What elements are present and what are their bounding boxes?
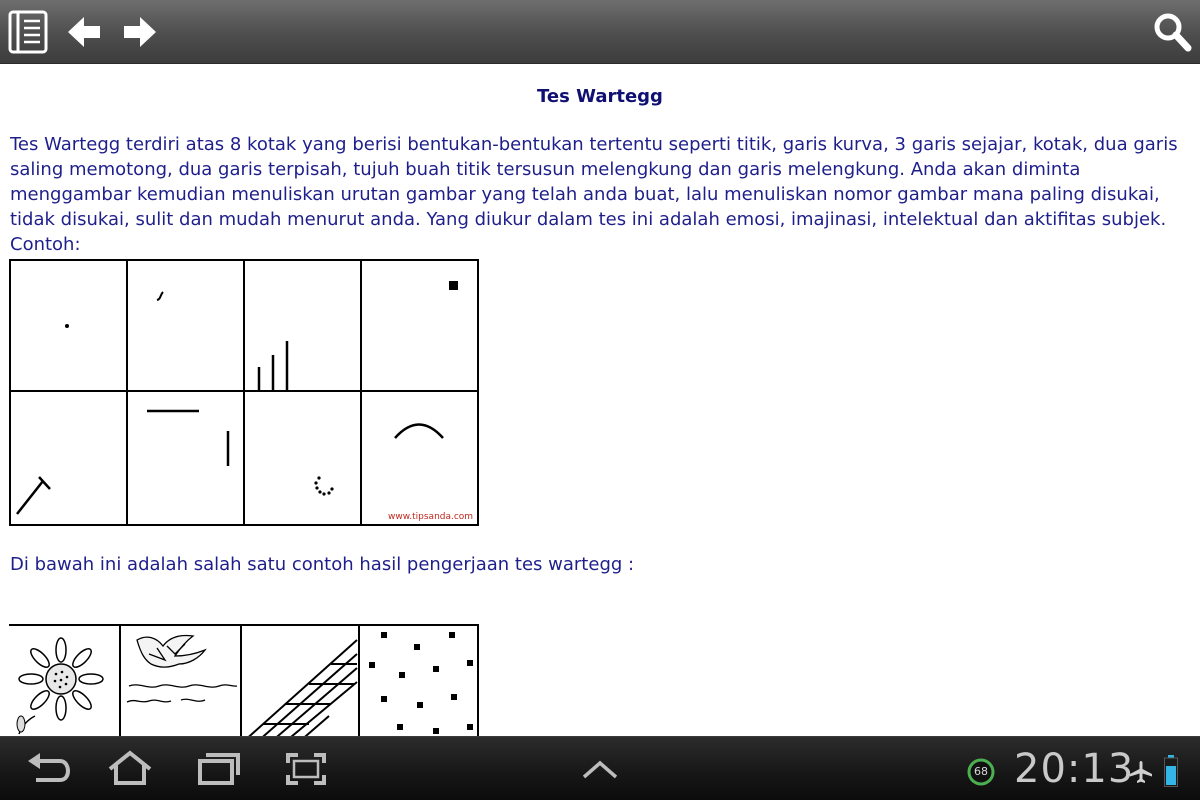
- intro-paragraph: Tes Wartegg terdiri atas 8 kotak yang berisi bentukan-bentukan tertentu seperti titik, garis kurva, 3 garis sejajar, kotak, dua garis saling memotong, dua garis terpisah, tujuh buah titik tersusun melengkung dan garis melengkung. Anda akan diminta menggambar kemudian menuliskan urutan gambar yang telah anda buat, lalu menuliskan nomor gambar mana paling disukai, tidak disukai, sulit dan mudah menurut anda. Yang diukur dalam tes ini adalah emosi, imajinasi, intelektual dan aktifitas subjek. Contoh:: [10, 134, 1178, 255]
- airplane-mode-icon: [1128, 759, 1154, 785]
- arrow-right-icon: [116, 8, 164, 56]
- table-of-contents-icon: [4, 8, 52, 56]
- example-caption: Di bawah ini adalah salah satu contoh hasil pengerjaan tes wartegg :: [10, 554, 635, 575]
- wartegg-example-image: [9, 624, 479, 736]
- battery-level: 68: [974, 765, 988, 778]
- system-home-button[interactable]: [100, 745, 160, 793]
- arrow-left-icon: [60, 8, 108, 56]
- article-content[interactable]: [0, 64, 1200, 736]
- app-toolbar: [0, 0, 1200, 64]
- battery-icon: [1164, 755, 1178, 787]
- image-watermark: www.tipsanda.com: [388, 512, 474, 522]
- system-back-button[interactable]: [14, 745, 74, 793]
- system-recent-apps-button[interactable]: [188, 745, 248, 793]
- back-icon: [14, 745, 74, 793]
- toc-button[interactable]: [4, 8, 52, 56]
- status-clock[interactable]: 20:13: [1014, 746, 1135, 792]
- home-icon: [100, 745, 160, 793]
- screenshot-icon: [276, 745, 336, 793]
- search-icon: [1148, 8, 1196, 56]
- wartegg-test-image: [9, 259, 479, 526]
- forward-button[interactable]: [116, 8, 164, 56]
- system-navigation-bar: [0, 736, 1200, 800]
- recent-apps-icon: [188, 745, 248, 793]
- chevron-up-icon: [570, 745, 630, 793]
- back-button[interactable]: [60, 8, 108, 56]
- search-button[interactable]: [1148, 8, 1196, 56]
- page-title: Tes Wartegg: [537, 86, 663, 107]
- system-screenshot-button[interactable]: [276, 745, 336, 793]
- system-menu-button[interactable]: [570, 745, 630, 793]
